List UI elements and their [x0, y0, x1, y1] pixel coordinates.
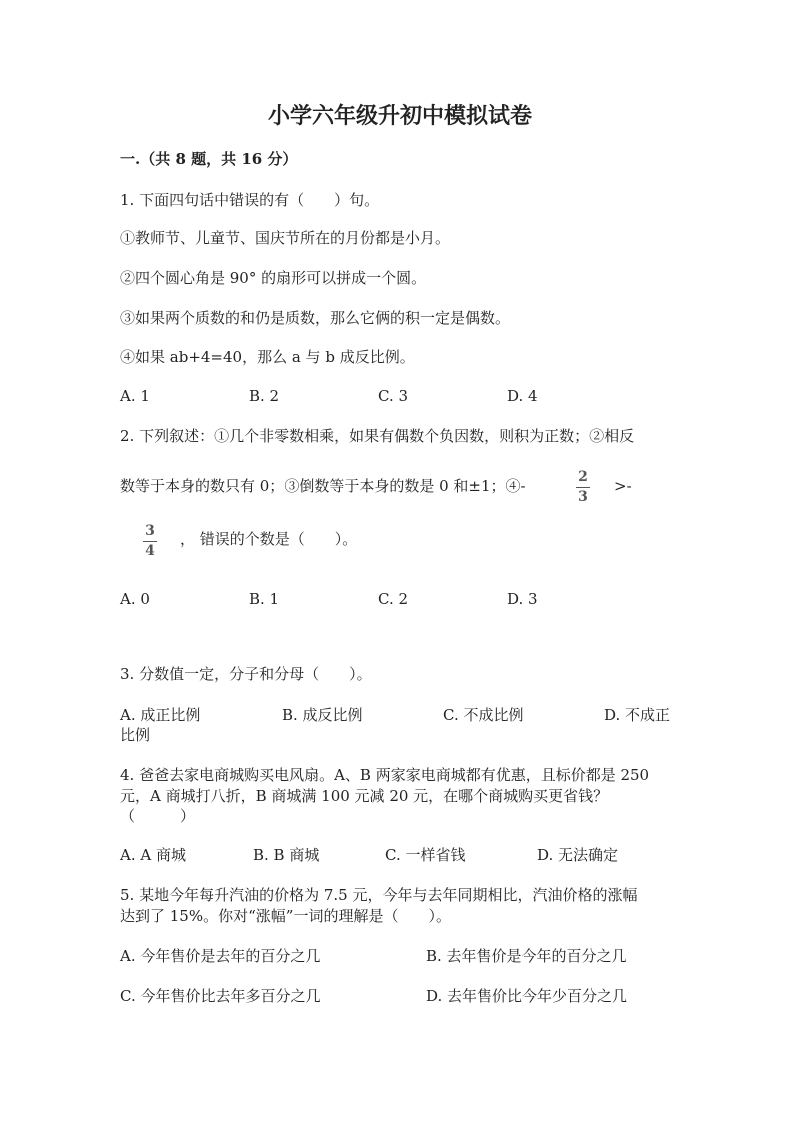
question-2-option-a[interactable]: A. 0 [120, 590, 150, 608]
question-1-option-a[interactable]: A. 1 [120, 387, 150, 405]
question-1-option-b[interactable]: B. 2 [249, 387, 280, 405]
question-2-line-3: ， 错误的个数是（ ）。 [180, 530, 358, 548]
question-4-option-d[interactable]: D. 无法确定 [537, 846, 619, 864]
question-5-option-d[interactable]: D. 去年售价比今年少百分之几 [426, 987, 628, 1005]
question-3-option-b[interactable]: B. 成反比例 [282, 706, 363, 724]
fraction-numerator: 3 [145, 523, 155, 539]
fraction-denominator: 3 [578, 489, 588, 505]
question-1-statement-4: ④如果 ab+4=40，那么 a 与 b 成反比例。 [120, 348, 415, 366]
question-3-option-a[interactable]: A. 成正比例 [120, 706, 201, 724]
question-4-option-a[interactable]: A. A 商城 [120, 846, 186, 864]
fraction-numerator: 2 [578, 469, 588, 485]
question-5-option-b[interactable]: B. 去年售价是今年的百分之几 [426, 947, 627, 965]
question-2-line-1: 2. 下列叙述：①几个非零数相乘，如果有偶数个负因数，则积为正数；②相反 [120, 427, 635, 445]
fraction-two-thirds [576, 469, 590, 506]
question-1-statement-1: ①教师节、儿童节、国庆节所在的月份都是小月。 [120, 229, 451, 247]
section-heading: 一.（共 8 题，共 16 分） [120, 150, 298, 168]
question-2-option-c[interactable]: C. 2 [378, 590, 409, 608]
page-title: 小学六年级升初中模拟试卷 [267, 103, 532, 129]
question-2-line-2: 数等于本身的数只有 0；③倒数等于本身的数是 0 和±1；④- [120, 477, 526, 495]
question-4-option-b[interactable]: B. B 商城 [253, 846, 320, 864]
question-4-line-1: 4. 爸爸去家电商城购买电风扇。A、B 两家家电商城都有优惠，且标价都是 250 [120, 766, 650, 784]
question-1-statement-2: ②四个圆心角是 90° 的扇形可以拼成一个圆。 [120, 269, 427, 287]
question-1-stem: 1. 下面四句话中错误的有（ ）句。 [120, 191, 380, 209]
question-3-stem: 3. 分数值一定，分子和分母（ ）。 [120, 665, 372, 683]
question-2-option-d[interactable]: D. 3 [507, 590, 538, 608]
question-5-line-1: 5. 某地今年每升汽油的价格为 7.5 元，今年与去年同期相比，汽油价格的涨幅 [120, 886, 638, 904]
fraction-three-quarters [143, 523, 157, 560]
question-1-statement-3: ③如果两个质数的和仍是质数，那么它俩的积一定是偶数。 [120, 309, 511, 327]
question-4-option-c[interactable]: C. 一样省钱 [385, 846, 466, 864]
question-3-option-d-wrap: 比例 [120, 726, 151, 744]
question-4-line-2: 元，A 商城打八折，B 商城满 100 元减 20 元，在哪个商城购买更省钱？ [120, 787, 609, 805]
question-2-option-b[interactable]: B. 1 [249, 590, 280, 608]
question-1-option-d[interactable]: D. 4 [507, 387, 538, 405]
question-4-line-3: （ ） [120, 807, 196, 825]
question-5-option-c[interactable]: C. 今年售价比去年多百分之几 [120, 987, 321, 1005]
question-5-option-a[interactable]: A. 今年售价是去年的百分之几 [120, 947, 321, 965]
question-3-option-d[interactable]: D. 不成正 [604, 706, 671, 724]
fraction-denominator: 4 [145, 543, 155, 559]
question-1-option-c[interactable]: C. 3 [378, 387, 409, 405]
question-3-option-c[interactable]: C. 不成比例 [443, 706, 524, 724]
question-5-line-2: 达到了 15%。你对“涨幅”一词的理解是（ ）。 [120, 907, 451, 925]
greater-than-sign: >- [614, 477, 632, 495]
